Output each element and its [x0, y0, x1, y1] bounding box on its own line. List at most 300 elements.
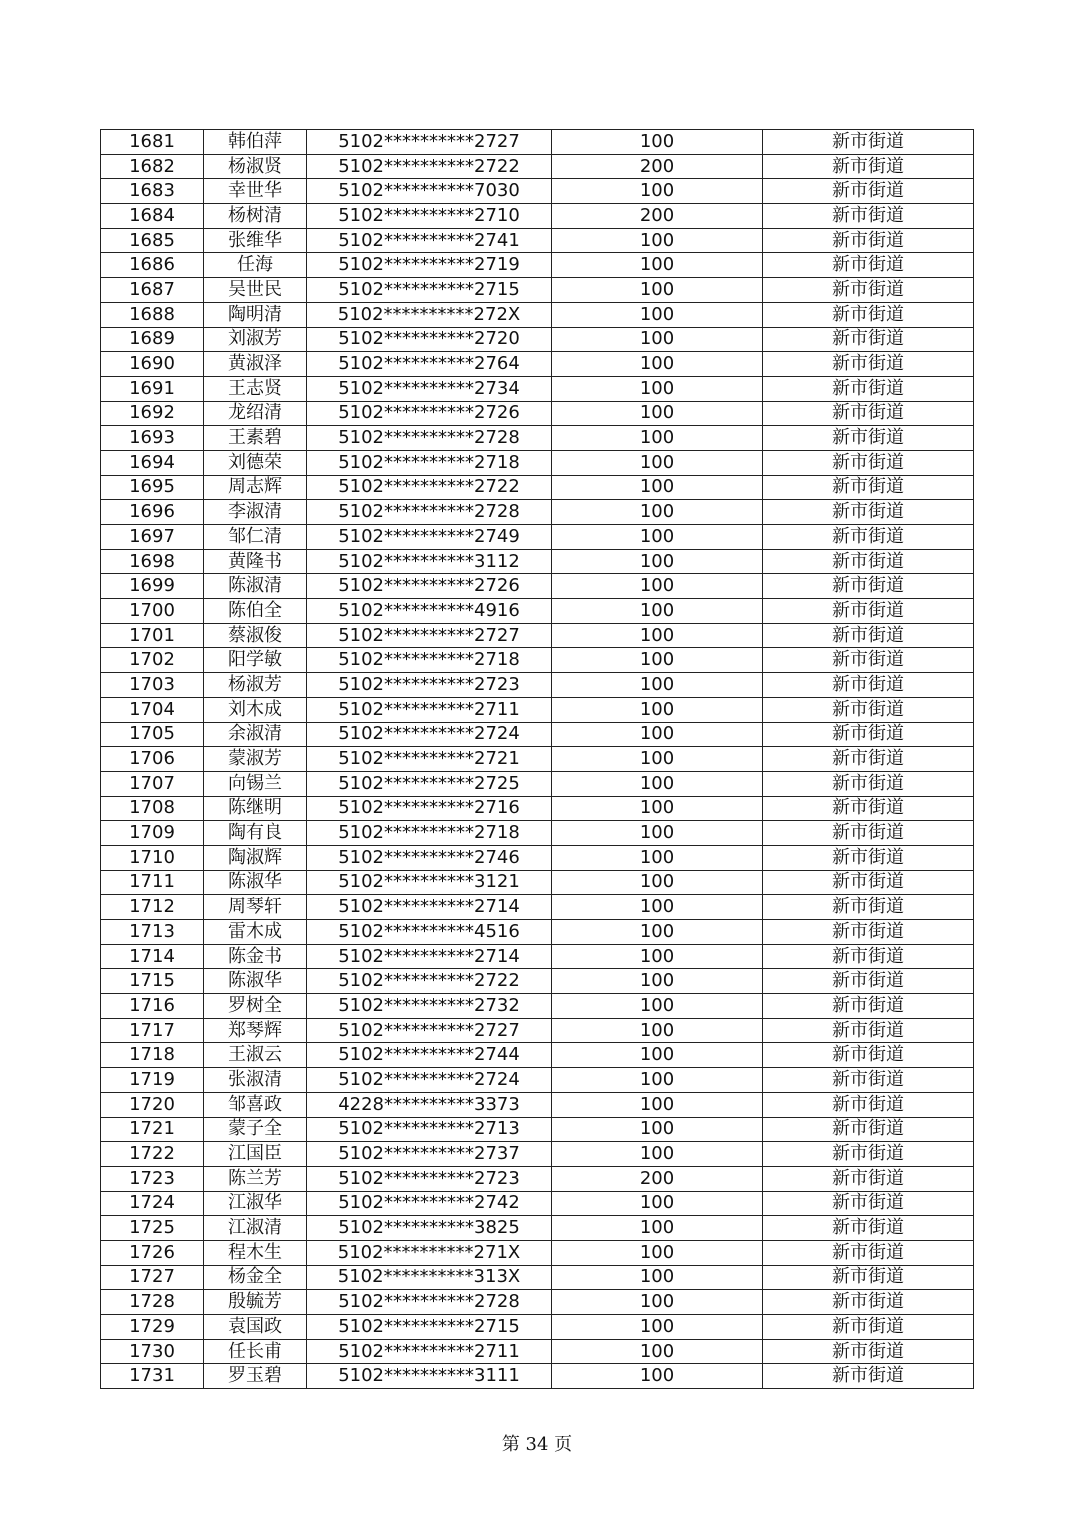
row-number-cell: 1710 — [101, 845, 204, 870]
name-cell: 陶淑辉 — [204, 845, 307, 870]
subdistrict-cell: 新市街道 — [763, 1142, 974, 1167]
amount-cell: 100 — [552, 722, 763, 747]
subdistrict-cell: 新市街道 — [763, 771, 974, 796]
row-number-cell: 1730 — [101, 1339, 204, 1364]
table-row — [101, 920, 974, 945]
name-cell: 向锡兰 — [204, 771, 307, 796]
subdistrict-cell: 新市街道 — [763, 895, 974, 920]
amount-cell: 100 — [552, 450, 763, 475]
subdistrict-cell: 新市街道 — [763, 870, 974, 895]
name-cell: 黄隆书 — [204, 549, 307, 574]
name-cell: 陈金书 — [204, 944, 307, 969]
row-number-cell: 1697 — [101, 525, 204, 550]
subdistrict-cell: 新市街道 — [763, 1315, 974, 1340]
id-number-cell: 5102**********2726 — [307, 574, 552, 599]
name-cell: 杨淑贤 — [204, 154, 307, 179]
subdistrict-cell: 新市街道 — [763, 1265, 974, 1290]
id-number-cell: 5102**********2726 — [307, 401, 552, 426]
name-cell: 陈淑清 — [204, 574, 307, 599]
table-row — [101, 1216, 974, 1241]
subdistrict-cell: 新市街道 — [763, 500, 974, 525]
amount-cell: 100 — [552, 426, 763, 451]
table-row — [101, 228, 974, 253]
row-number-cell: 1698 — [101, 549, 204, 574]
subdistrict-cell: 新市街道 — [763, 352, 974, 377]
id-number-cell: 5102**********2715 — [307, 1315, 552, 1340]
id-number-cell: 5102**********2727 — [307, 623, 552, 648]
amount-cell: 100 — [552, 648, 763, 673]
name-cell: 雷木成 — [204, 920, 307, 945]
table-row — [101, 1290, 974, 1315]
amount-cell: 100 — [552, 599, 763, 624]
amount-cell: 100 — [552, 845, 763, 870]
subdistrict-cell: 新市街道 — [763, 722, 974, 747]
name-cell: 陈兰芳 — [204, 1166, 307, 1191]
name-cell: 任长甫 — [204, 1339, 307, 1364]
id-number-cell: 5102**********2718 — [307, 648, 552, 673]
table-body — [101, 130, 974, 1389]
name-cell: 殷毓芳 — [204, 1290, 307, 1315]
name-cell: 陈淑华 — [204, 969, 307, 994]
amount-cell: 100 — [552, 1265, 763, 1290]
amount-cell: 100 — [552, 1339, 763, 1364]
subdistrict-cell: 新市街道 — [763, 673, 974, 698]
subdistrict-cell: 新市街道 — [763, 1290, 974, 1315]
table-row — [101, 327, 974, 352]
table-row — [101, 697, 974, 722]
amount-cell: 100 — [552, 475, 763, 500]
id-number-cell: 5102**********2716 — [307, 796, 552, 821]
row-number-cell: 1716 — [101, 994, 204, 1019]
table-row — [101, 870, 974, 895]
id-number-cell: 5102**********2728 — [307, 500, 552, 525]
amount-cell: 100 — [552, 1364, 763, 1389]
table-row — [101, 1265, 974, 1290]
row-number-cell: 1693 — [101, 426, 204, 451]
id-number-cell: 5102**********2728 — [307, 426, 552, 451]
row-number-cell: 1701 — [101, 623, 204, 648]
row-number-cell: 1725 — [101, 1216, 204, 1241]
table-row — [101, 1240, 974, 1265]
row-number-cell: 1682 — [101, 154, 204, 179]
table-row — [101, 475, 974, 500]
table-row — [101, 574, 974, 599]
row-number-cell: 1694 — [101, 450, 204, 475]
table-row — [101, 1018, 974, 1043]
amount-cell: 100 — [552, 1043, 763, 1068]
name-cell: 陶明清 — [204, 302, 307, 327]
amount-cell: 100 — [552, 352, 763, 377]
row-number-cell: 1729 — [101, 1315, 204, 1340]
row-number-cell: 1686 — [101, 253, 204, 278]
name-cell: 陶有良 — [204, 821, 307, 846]
table-row — [101, 821, 974, 846]
amount-cell: 100 — [552, 500, 763, 525]
amount-cell: 200 — [552, 204, 763, 229]
row-number-cell: 1688 — [101, 302, 204, 327]
table-row — [101, 376, 974, 401]
subdistrict-cell: 新市街道 — [763, 648, 974, 673]
subdistrict-cell: 新市街道 — [763, 525, 974, 550]
name-cell: 吴世民 — [204, 278, 307, 303]
subdistrict-cell: 新市街道 — [763, 1191, 974, 1216]
amount-cell: 200 — [552, 1166, 763, 1191]
subdistrict-cell: 新市街道 — [763, 376, 974, 401]
name-cell: 韩伯萍 — [204, 130, 307, 155]
id-number-cell: 5102**********2724 — [307, 722, 552, 747]
row-number-cell: 1685 — [101, 228, 204, 253]
name-cell: 邹喜政 — [204, 1092, 307, 1117]
row-number-cell: 1711 — [101, 870, 204, 895]
name-cell: 郑琴辉 — [204, 1018, 307, 1043]
id-number-cell: 5102**********2742 — [307, 1191, 552, 1216]
subdistrict-cell: 新市街道 — [763, 228, 974, 253]
row-number-cell: 1720 — [101, 1092, 204, 1117]
row-number-cell: 1712 — [101, 895, 204, 920]
amount-cell: 100 — [552, 920, 763, 945]
amount-cell: 100 — [552, 574, 763, 599]
amount-cell: 100 — [552, 525, 763, 550]
id-number-cell: 5102**********2720 — [307, 327, 552, 352]
table-row — [101, 1142, 974, 1167]
table-row — [101, 426, 974, 451]
subdistrict-cell: 新市街道 — [763, 1117, 974, 1142]
subdistrict-cell: 新市街道 — [763, 574, 974, 599]
id-number-cell: 5102**********2718 — [307, 450, 552, 475]
amount-cell: 100 — [552, 228, 763, 253]
name-cell: 张淑清 — [204, 1068, 307, 1093]
name-cell: 江淑清 — [204, 1216, 307, 1241]
name-cell: 黄淑泽 — [204, 352, 307, 377]
id-number-cell: 5102**********2723 — [307, 1166, 552, 1191]
id-number-cell: 5102**********2715 — [307, 278, 552, 303]
amount-cell: 100 — [552, 623, 763, 648]
amount-cell: 100 — [552, 673, 763, 698]
name-cell: 周志辉 — [204, 475, 307, 500]
subdistrict-cell: 新市街道 — [763, 1364, 974, 1389]
table-row — [101, 549, 974, 574]
id-number-cell: 5102**********2725 — [307, 771, 552, 796]
id-number-cell: 5102**********2746 — [307, 845, 552, 870]
amount-cell: 100 — [552, 821, 763, 846]
row-number-cell: 1699 — [101, 574, 204, 599]
table-row — [101, 204, 974, 229]
name-cell: 蒙子全 — [204, 1117, 307, 1142]
subdistrict-cell: 新市街道 — [763, 969, 974, 994]
name-cell: 周琴轩 — [204, 895, 307, 920]
amount-cell: 100 — [552, 1191, 763, 1216]
amount-cell: 100 — [552, 944, 763, 969]
subdistrict-cell: 新市街道 — [763, 1018, 974, 1043]
row-number-cell: 1691 — [101, 376, 204, 401]
row-number-cell: 1683 — [101, 179, 204, 204]
subdistrict-cell: 新市街道 — [763, 599, 974, 624]
subdistrict-cell: 新市街道 — [763, 821, 974, 846]
subdistrict-cell: 新市街道 — [763, 130, 974, 155]
subdistrict-cell: 新市街道 — [763, 747, 974, 772]
subdistrict-cell: 新市街道 — [763, 179, 974, 204]
table-row — [101, 450, 974, 475]
name-cell: 袁国政 — [204, 1315, 307, 1340]
row-number-cell: 1704 — [101, 697, 204, 722]
id-number-cell: 5102**********2741 — [307, 228, 552, 253]
table-row — [101, 1166, 974, 1191]
subdistrict-cell: 新市街道 — [763, 302, 974, 327]
row-number-cell: 1706 — [101, 747, 204, 772]
amount-cell: 100 — [552, 1092, 763, 1117]
table-row — [101, 1043, 974, 1068]
name-cell: 江淑华 — [204, 1191, 307, 1216]
table-row — [101, 1117, 974, 1142]
name-cell: 陈淑华 — [204, 870, 307, 895]
amount-cell: 100 — [552, 1068, 763, 1093]
name-cell: 阳学敏 — [204, 648, 307, 673]
subdistrict-cell: 新市街道 — [763, 623, 974, 648]
id-number-cell: 5102**********272X — [307, 302, 552, 327]
id-number-cell: 5102**********2723 — [307, 673, 552, 698]
id-number-cell: 5102**********3111 — [307, 1364, 552, 1389]
row-number-cell: 1719 — [101, 1068, 204, 1093]
subdistrict-cell: 新市街道 — [763, 327, 974, 352]
name-cell: 刘木成 — [204, 697, 307, 722]
amount-cell: 100 — [552, 1290, 763, 1315]
id-number-cell: 5102**********4916 — [307, 599, 552, 624]
amount-cell: 100 — [552, 796, 763, 821]
amount-cell: 100 — [552, 376, 763, 401]
name-cell: 刘淑芳 — [204, 327, 307, 352]
table-row — [101, 401, 974, 426]
name-cell: 蒙淑芳 — [204, 747, 307, 772]
amount-cell: 100 — [552, 969, 763, 994]
id-number-cell: 5102**********2714 — [307, 944, 552, 969]
row-number-cell: 1695 — [101, 475, 204, 500]
row-number-cell: 1718 — [101, 1043, 204, 1068]
table-row — [101, 747, 974, 772]
row-number-cell: 1723 — [101, 1166, 204, 1191]
row-number-cell: 1690 — [101, 352, 204, 377]
table-row — [101, 1339, 974, 1364]
id-number-cell: 5102**********2722 — [307, 154, 552, 179]
subdistrict-cell: 新市街道 — [763, 204, 974, 229]
id-number-cell: 5102**********2732 — [307, 994, 552, 1019]
name-cell: 罗玉碧 — [204, 1364, 307, 1389]
table-row — [101, 278, 974, 303]
row-number-cell: 1702 — [101, 648, 204, 673]
row-number-cell: 1684 — [101, 204, 204, 229]
name-cell: 张维华 — [204, 228, 307, 253]
table-row — [101, 771, 974, 796]
id-number-cell: 5102**********271X — [307, 1240, 552, 1265]
subdistrict-cell: 新市街道 — [763, 549, 974, 574]
table-row — [101, 253, 974, 278]
amount-cell: 100 — [552, 130, 763, 155]
name-cell: 陈伯全 — [204, 599, 307, 624]
table-row — [101, 1068, 974, 1093]
table-row — [101, 796, 974, 821]
amount-cell: 100 — [552, 1018, 763, 1043]
name-cell: 蔡淑俊 — [204, 623, 307, 648]
table-row — [101, 1364, 974, 1389]
name-cell: 邹仁清 — [204, 525, 307, 550]
subdistrict-cell: 新市街道 — [763, 154, 974, 179]
amount-cell: 100 — [552, 994, 763, 1019]
table-row — [101, 500, 974, 525]
row-number-cell: 1709 — [101, 821, 204, 846]
table-row — [101, 944, 974, 969]
table-row — [101, 1315, 974, 1340]
id-number-cell: 5102**********2749 — [307, 525, 552, 550]
name-cell: 幸世华 — [204, 179, 307, 204]
page-number: 第 34 页 — [501, 1434, 573, 1455]
subdistrict-cell: 新市街道 — [763, 1068, 974, 1093]
amount-cell: 100 — [552, 1315, 763, 1340]
amount-cell: 100 — [552, 401, 763, 426]
id-number-cell: 5102**********2728 — [307, 1290, 552, 1315]
table-row — [101, 154, 974, 179]
id-number-cell: 5102**********2721 — [307, 747, 552, 772]
row-number-cell: 1700 — [101, 599, 204, 624]
row-number-cell: 1717 — [101, 1018, 204, 1043]
subdistrict-cell: 新市街道 — [763, 253, 974, 278]
id-number-cell: 5102**********2711 — [307, 1339, 552, 1364]
subdistrict-cell: 新市街道 — [763, 1092, 974, 1117]
id-number-cell: 5102**********2737 — [307, 1142, 552, 1167]
subdistrict-cell: 新市街道 — [763, 920, 974, 945]
subdistrict-cell: 新市街道 — [763, 1339, 974, 1364]
id-number-cell: 5102**********2727 — [307, 130, 552, 155]
row-number-cell: 1689 — [101, 327, 204, 352]
name-cell: 任海 — [204, 253, 307, 278]
amount-cell: 200 — [552, 154, 763, 179]
name-cell: 杨淑芳 — [204, 673, 307, 698]
row-number-cell: 1703 — [101, 673, 204, 698]
row-number-cell: 1728 — [101, 1290, 204, 1315]
table-row — [101, 722, 974, 747]
id-number-cell: 5102**********2724 — [307, 1068, 552, 1093]
subdistrict-cell: 新市街道 — [763, 1216, 974, 1241]
table-row — [101, 845, 974, 870]
subdistrict-cell: 新市街道 — [763, 845, 974, 870]
id-number-cell: 5102**********4516 — [307, 920, 552, 945]
subdistrict-cell: 新市街道 — [763, 278, 974, 303]
table-row — [101, 623, 974, 648]
id-number-cell: 5102**********2713 — [307, 1117, 552, 1142]
row-number-cell: 1715 — [101, 969, 204, 994]
id-number-cell: 5102**********313X — [307, 1265, 552, 1290]
subdistrict-cell: 新市街道 — [763, 1043, 974, 1068]
id-number-cell: 5102**********3121 — [307, 870, 552, 895]
subdistrict-cell: 新市街道 — [763, 697, 974, 722]
table-row — [101, 1092, 974, 1117]
table-row — [101, 648, 974, 673]
table-row — [101, 599, 974, 624]
row-number-cell: 1708 — [101, 796, 204, 821]
id-number-cell: 5102**********2714 — [307, 895, 552, 920]
amount-cell: 100 — [552, 1117, 763, 1142]
id-number-cell: 5102**********2719 — [307, 253, 552, 278]
name-cell: 王素碧 — [204, 426, 307, 451]
row-number-cell: 1713 — [101, 920, 204, 945]
name-cell: 李淑清 — [204, 500, 307, 525]
subdistrict-cell: 新市街道 — [763, 1166, 974, 1191]
subdistrict-cell: 新市街道 — [763, 401, 974, 426]
amount-cell: 100 — [552, 747, 763, 772]
amount-cell: 100 — [552, 278, 763, 303]
subdistrict-cell: 新市街道 — [763, 796, 974, 821]
name-cell: 龙绍清 — [204, 401, 307, 426]
id-number-cell: 5102**********2764 — [307, 352, 552, 377]
table-row — [101, 1191, 974, 1216]
table-row — [101, 673, 974, 698]
id-number-cell: 5102**********2710 — [307, 204, 552, 229]
amount-cell: 100 — [552, 179, 763, 204]
id-number-cell: 5102**********2722 — [307, 475, 552, 500]
name-cell: 余淑清 — [204, 722, 307, 747]
id-number-cell: 5102**********3825 — [307, 1216, 552, 1241]
id-number-cell: 5102**********2744 — [307, 1043, 552, 1068]
name-cell: 杨金全 — [204, 1265, 307, 1290]
row-number-cell: 1687 — [101, 278, 204, 303]
row-number-cell: 1696 — [101, 500, 204, 525]
data-table — [100, 129, 974, 1389]
name-cell: 王淑云 — [204, 1043, 307, 1068]
row-number-cell: 1722 — [101, 1142, 204, 1167]
row-number-cell: 1681 — [101, 130, 204, 155]
amount-cell: 100 — [552, 1240, 763, 1265]
subdistrict-cell: 新市街道 — [763, 944, 974, 969]
id-number-cell: 5102**********3112 — [307, 549, 552, 574]
table-row — [101, 994, 974, 1019]
row-number-cell: 1692 — [101, 401, 204, 426]
name-cell: 杨树清 — [204, 204, 307, 229]
amount-cell: 100 — [552, 302, 763, 327]
name-cell: 王志贤 — [204, 376, 307, 401]
name-cell: 罗树全 — [204, 994, 307, 1019]
table-row — [101, 179, 974, 204]
amount-cell: 100 — [552, 1216, 763, 1241]
amount-cell: 100 — [552, 771, 763, 796]
amount-cell: 100 — [552, 549, 763, 574]
id-number-cell: 5102**********7030 — [307, 179, 552, 204]
subdistrict-cell: 新市街道 — [763, 1240, 974, 1265]
name-cell: 陈继明 — [204, 796, 307, 821]
id-number-cell: 5102**********2734 — [307, 376, 552, 401]
table-row — [101, 352, 974, 377]
table-row — [101, 130, 974, 155]
name-cell: 刘德荣 — [204, 450, 307, 475]
amount-cell: 100 — [552, 1142, 763, 1167]
subdistrict-cell: 新市街道 — [763, 994, 974, 1019]
row-number-cell: 1727 — [101, 1265, 204, 1290]
table-row — [101, 895, 974, 920]
id-number-cell: 5102**********2727 — [307, 1018, 552, 1043]
name-cell: 程木生 — [204, 1240, 307, 1265]
id-number-cell: 4228**********3373 — [307, 1092, 552, 1117]
table-row — [101, 969, 974, 994]
subdistrict-cell: 新市街道 — [763, 426, 974, 451]
row-number-cell: 1731 — [101, 1364, 204, 1389]
row-number-cell: 1726 — [101, 1240, 204, 1265]
amount-cell: 100 — [552, 327, 763, 352]
row-number-cell: 1707 — [101, 771, 204, 796]
table-row — [101, 302, 974, 327]
row-number-cell: 1714 — [101, 944, 204, 969]
row-number-cell: 1724 — [101, 1191, 204, 1216]
id-number-cell: 5102**********2718 — [307, 821, 552, 846]
id-number-cell: 5102**********2722 — [307, 969, 552, 994]
subdistrict-cell: 新市街道 — [763, 450, 974, 475]
id-number-cell: 5102**********2711 — [307, 697, 552, 722]
